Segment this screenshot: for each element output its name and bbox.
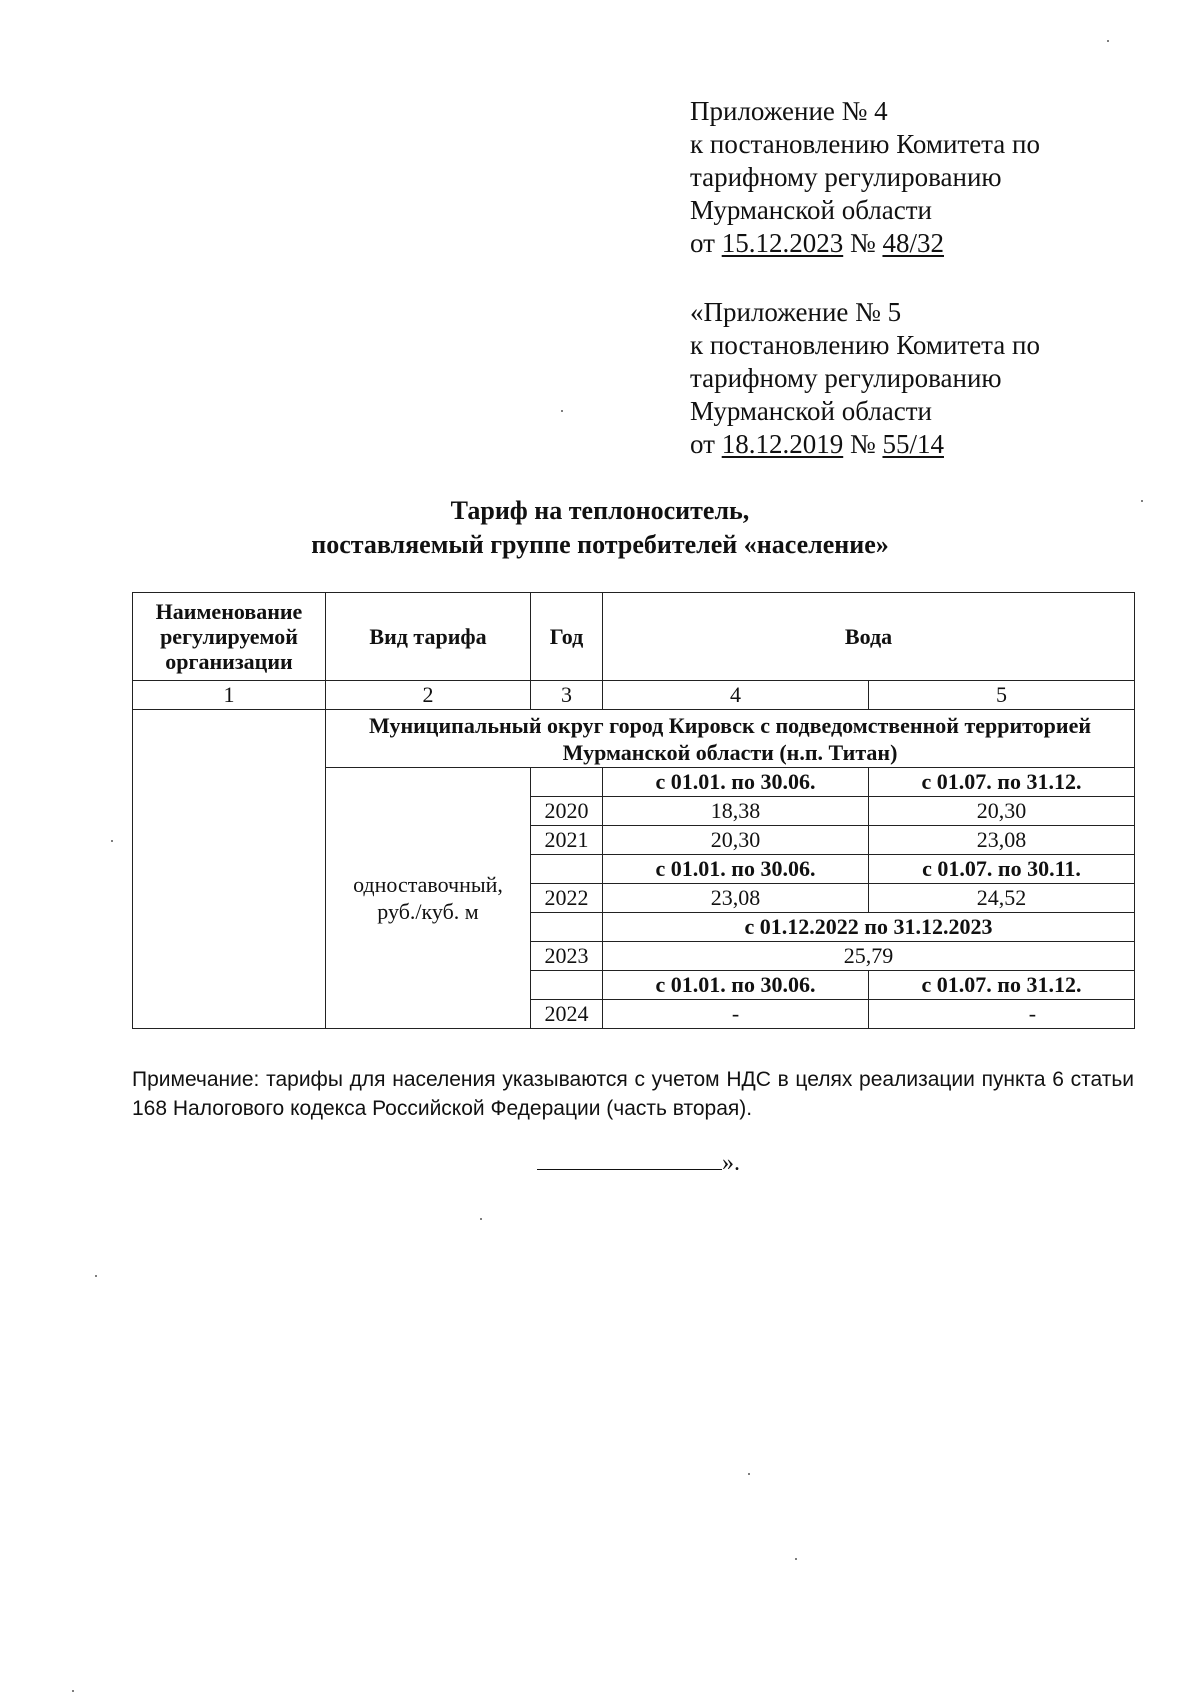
column-number: 4 (603, 681, 869, 710)
table-header-row (133, 593, 1135, 681)
appendix-line: «Приложение № 5 (690, 297, 902, 327)
period-label: с 01.01. по 30.06. (603, 971, 869, 1000)
org-name-cell (133, 710, 326, 1029)
year-cell (531, 768, 603, 797)
period-label: с 01.07. по 30.11. (869, 855, 1135, 884)
appendix-block-4 (690, 95, 1040, 260)
region-row (133, 710, 1135, 768)
appendix-line: тарифному регулированию (690, 363, 1002, 393)
resolution-number: 48/32 (882, 228, 944, 258)
appendix-date-line (690, 227, 1040, 260)
year-cell: 2022 (531, 884, 603, 913)
period-label: с 01.01. по 30.06. (603, 768, 869, 797)
appendix-line: Мурманской области (690, 195, 932, 225)
closing-rule (537, 1168, 722, 1170)
footnote: Примечание: тарифы для населения указываются с учетом НДС в целях реализации пункта 6 статьи 168 Налогового кодекса Российской Федерации (часть вторая). (132, 1068, 1134, 1120)
period-label: с 01.01. по 30.06. (603, 855, 869, 884)
header-tariff-type: Вид тарифа (326, 593, 531, 681)
appendix-line: тарифному регулированию (690, 162, 1002, 192)
number-prefix: № (843, 429, 883, 459)
tariff-type-cell: одноставочный, руб./куб. м (326, 768, 531, 1029)
region-name: Муниципальный округ город Кировск с подведомственной территорией Мурманской области (н.п. Титан) (326, 710, 1135, 768)
value-cell: 25,79 (603, 942, 1135, 971)
period-label: с 01.07. по 31.12. (869, 971, 1135, 1000)
column-number: 1 (133, 681, 326, 710)
column-number: 2 (326, 681, 531, 710)
year-cell: 2023 (531, 942, 603, 971)
year-cell: 2024 (531, 1000, 603, 1029)
appendix-block-5 (690, 296, 1040, 461)
tariff-table (132, 592, 1135, 1029)
column-number: 5 (869, 681, 1135, 710)
column-number-row (133, 681, 1135, 710)
value-cell: 23,08 (869, 826, 1135, 855)
appendix-line: Приложение № 4 (690, 96, 888, 126)
year-cell: 2021 (531, 826, 603, 855)
year-cell: 2020 (531, 797, 603, 826)
scan-speck (111, 840, 113, 842)
year-cell (531, 855, 603, 884)
appendix-date-line (690, 428, 1040, 461)
header-water: Вода (603, 593, 1135, 681)
value-cell: 24,52 (869, 884, 1135, 913)
appendix-line: к постановлению Комитета по (690, 129, 1040, 159)
scan-speck (561, 410, 563, 412)
title-line-1: Тариф на теплоноситель, (450, 496, 750, 525)
scan-speck (748, 1473, 750, 1475)
scan-speck (72, 1690, 74, 1692)
title-line-2: поставляемый группе потребителей «население» (311, 530, 889, 559)
date-prefix: от (690, 228, 722, 258)
scan-speck (795, 1558, 797, 1560)
document-title (0, 494, 1200, 562)
header-year: Год (531, 593, 603, 681)
value-cell: - (603, 1000, 869, 1029)
value-cell: - (869, 1000, 1135, 1029)
header-org: Наименование регулируемой организации (133, 593, 326, 681)
column-number: 3 (531, 681, 603, 710)
period-label: с 01.07. по 31.12. (869, 768, 1135, 797)
period-label: с 01.12.2022 по 31.12.2023 (603, 913, 1135, 942)
year-cell (531, 913, 603, 942)
scan-speck (1107, 40, 1109, 42)
resolution-date: 15.12.2023 (721, 228, 844, 258)
resolution-date: 18.12.2019 (721, 429, 844, 459)
value-cell: 23,08 (603, 884, 869, 913)
closing-quote: ». (722, 1150, 740, 1176)
value-cell: 18,38 (603, 797, 869, 826)
resolution-number: 55/14 (882, 429, 944, 459)
scan-speck (480, 1218, 482, 1220)
appendix-line: Мурманской области (690, 396, 932, 426)
scan-speck (1141, 500, 1143, 502)
scan-speck (95, 1275, 97, 1277)
number-prefix: № (843, 228, 883, 258)
year-cell (531, 971, 603, 1000)
value-cell: 20,30 (869, 797, 1135, 826)
value-cell: 20,30 (603, 826, 869, 855)
date-prefix: от (690, 429, 722, 459)
appendix-line: к постановлению Комитета по (690, 330, 1040, 360)
closing-line (537, 1150, 740, 1177)
